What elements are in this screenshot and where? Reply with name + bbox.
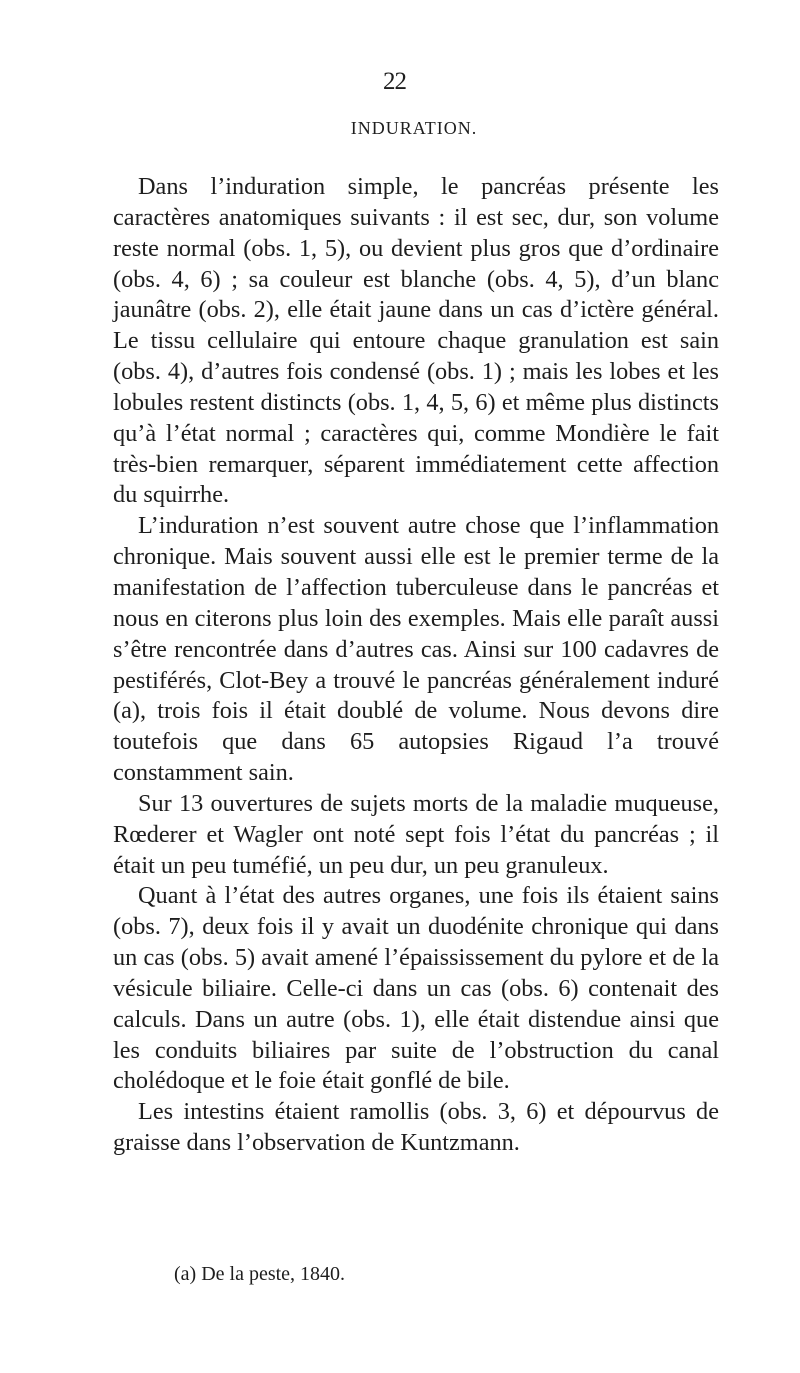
page-number: 22 [383, 68, 406, 95]
body-text [113, 172, 719, 1159]
paragraph-other-organs: Quant à l’état des autres organes, une fois ils étaient sains (obs. 7), deux fois il y avait un duodénite chronique qui dans un cas (obs. 5) avait amené l’épaississement du pylore et de la vésicule biliaire. Celle-ci dans un cas (obs. 6) contenait des calculs. Dans un autre (obs. 1), elle était distendue ainsi que les conduits biliaires par suite de l’obstruction du canal cholédoque et le foie était gonflé de bile. [113, 882, 719, 1095]
paragraph-mucous-disease: Sur 13 ouvertures de sujets morts de la maladie muqueuse, Rœderer et Wagler ont noté sept fois l’état du pancréas ; il était un peu tuméfié, un peu dur, un peu granuleux. [113, 789, 719, 879]
paragraph-chronic-inflammation: L’induration n’est souvent autre chose que l’inflammation chronique. Mais souvent aussi elle est le premier terme de la manifestation de l’affection tuberculeuse dans le pancréas et nous en citerons plus loin des exemples. Mais elle paraît aussi s’être rencontrée dans d’autres cas. Ainsi sur 100 cadavres de pestiférés, Clot-Bey a trouvé le pancréas généralement induré (a), trois fois il était doublé de volume. Nous devons dire toutefois que dans 65 autopsies Rigaud l’a trouvé constamment sain. [113, 512, 719, 787]
paragraph-intestines: Les intestins étaient ramollis (obs. 3, 6) et dépourvus de graisse dans l’observation de Kuntzmann. [113, 1098, 719, 1157]
paragraph-anatomy: Dans l’induration simple, le pancréas présente les caractères anatomiques suivants : il est sec, dur, son volume reste normal (obs. 1, 5), ou devient plus gros que d’ordinaire (obs. 4, 6) ; sa couleur est blanche (obs. 4, 5), d’un blanc jaunâtre (obs. 2), elle était jaune dans un cas d’ictère général. Le tissu cellulaire qui entoure chaque granulation est sain (obs. 4), d’autres fois condensé (obs. 1) ; mais les lobes et les lobules restent distincts (obs. 1, 4, 5, 6) et même plus distincts qu’à l’état normal ; caractères qui, comme Mondière le fait très-bien remarquer, séparent immédiatement cette affection du squirrhe. [113, 173, 719, 509]
running-head: INDURATION. [350, 118, 478, 138]
footnote: (a) De la peste, 1840. [174, 1263, 346, 1285]
